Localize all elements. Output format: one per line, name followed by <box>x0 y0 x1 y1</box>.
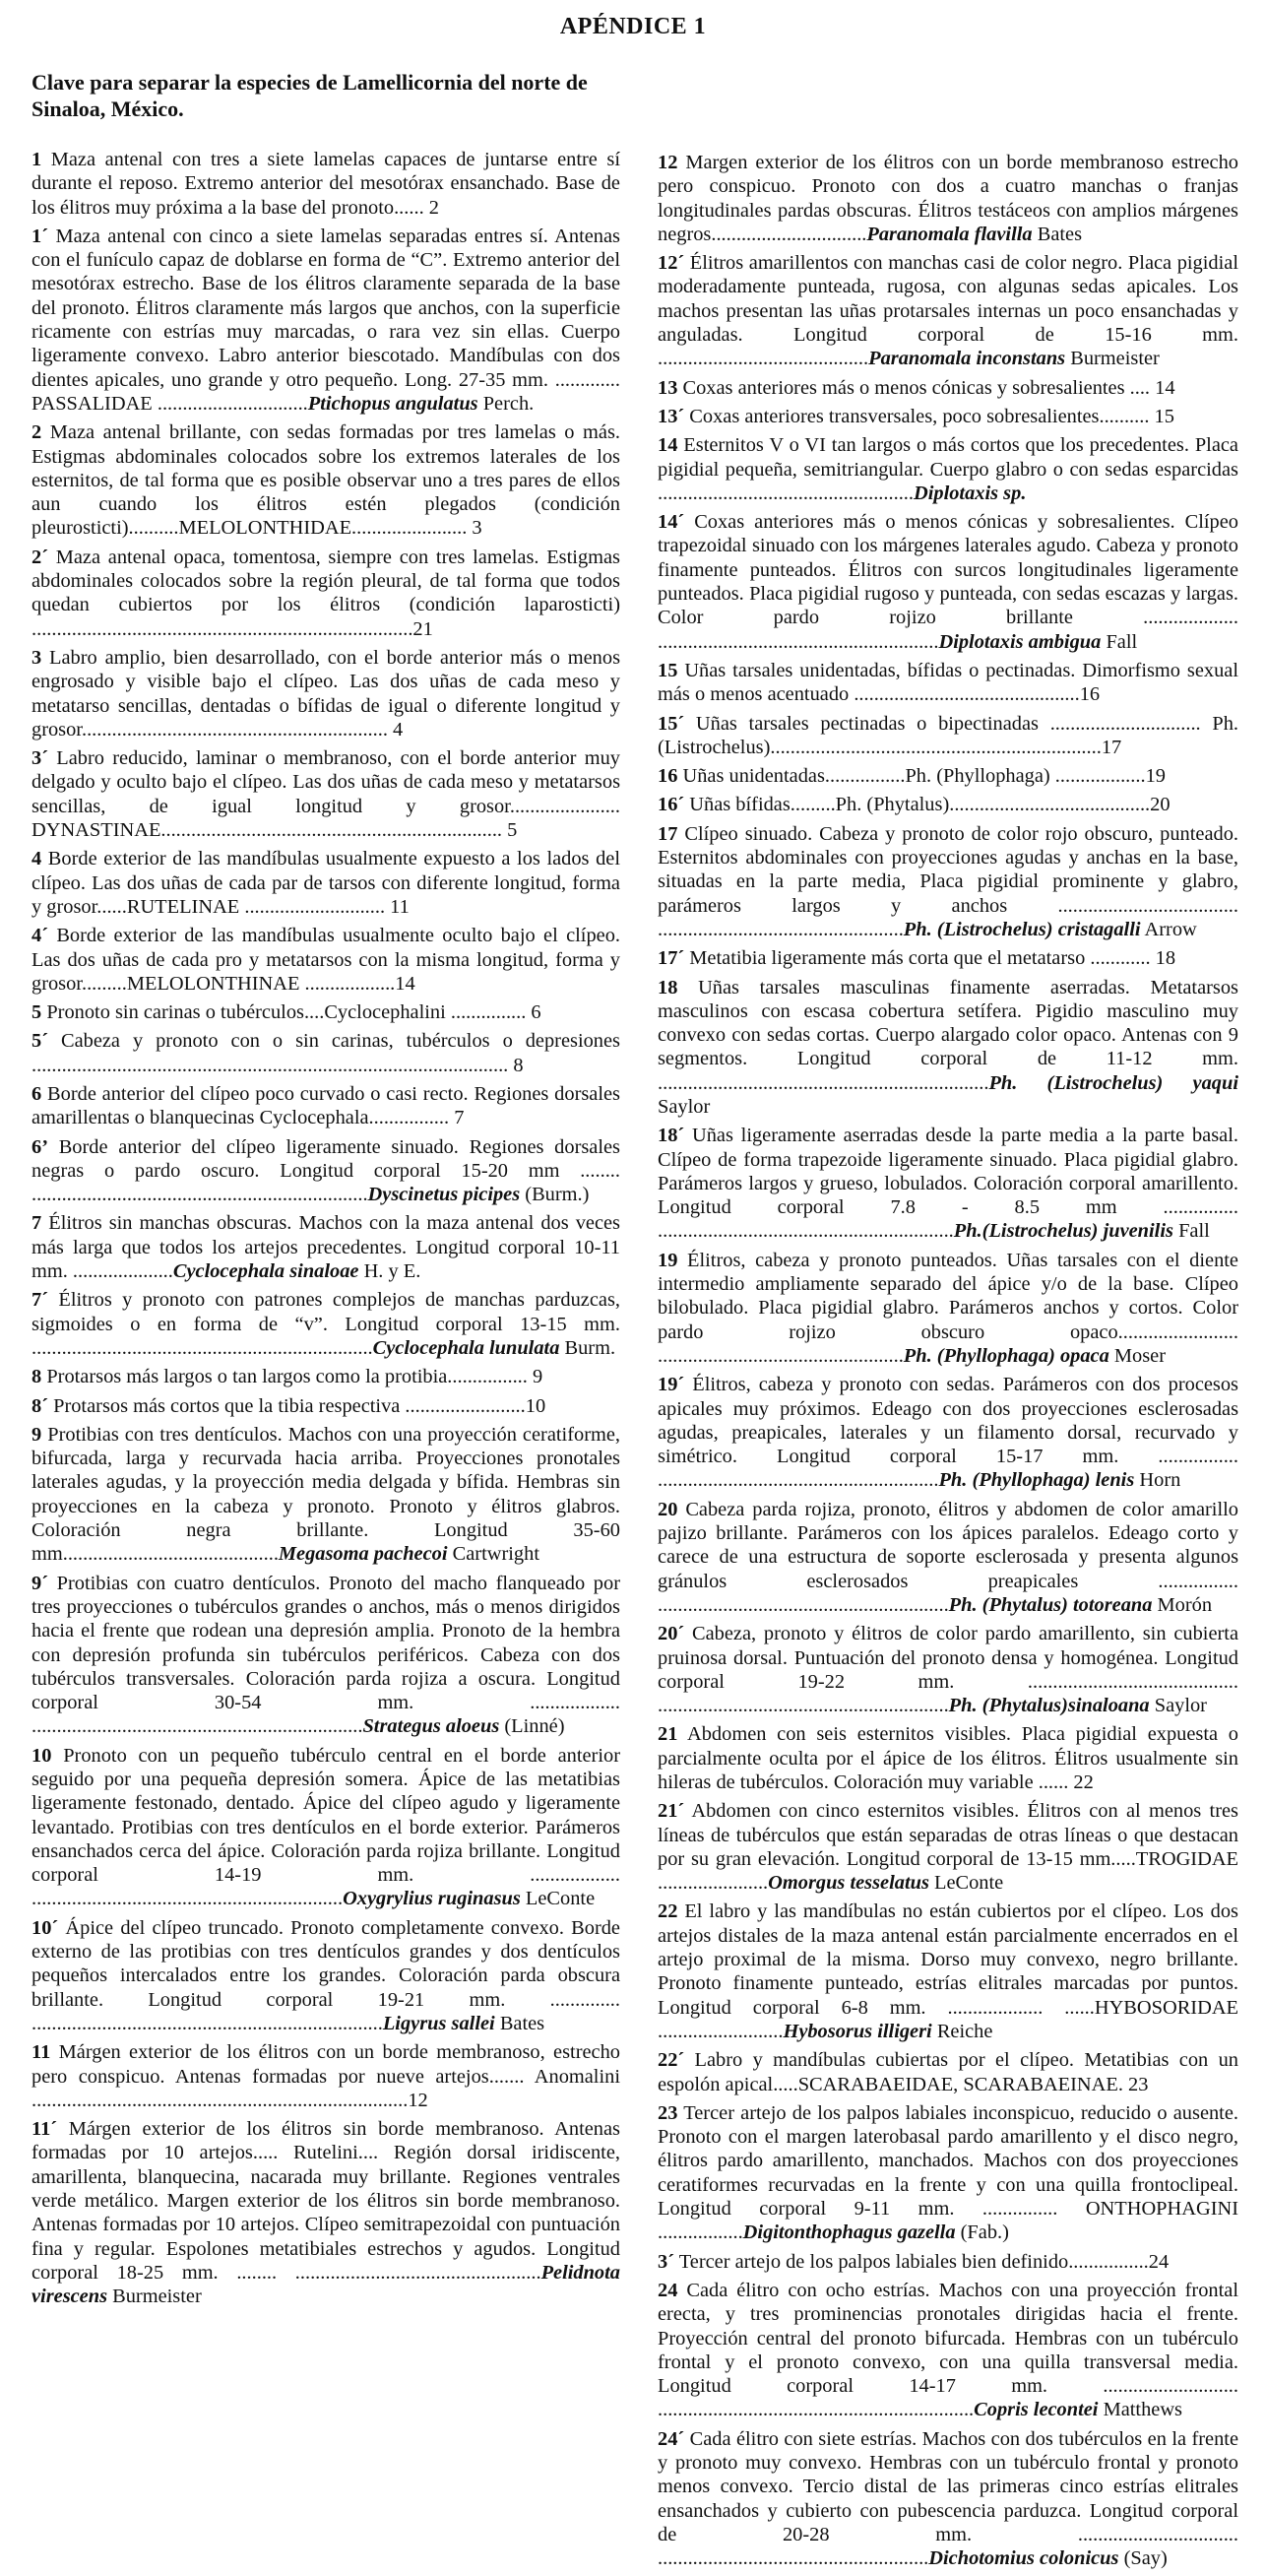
entry-text: Margen exterior de los élitros con un borde membranoso estrecho pero conspicuo. Pronoto con dos a cuatro manchas o franjas longitudinales pardas obscuras. Élitros testáceos con amplios márgenes negros............................... <box>658 152 1238 245</box>
key-entry <box>32 1365 620 1388</box>
entry-number: 15 <box>658 659 678 681</box>
species-name: Dyscinetus picipes <box>367 1184 521 1206</box>
entry-text: Cabeza, pronoto y élitros de color pardo amarillento, sin cubierta pruinosa dorsal. Puntuación del pronoto densa y homogénea. Longitud corporal 19-22 mm. .......................................... .......................................................... <box>658 1623 1239 1717</box>
entry-number: 16´ <box>658 794 685 816</box>
key-entry <box>658 376 1238 400</box>
species-author: LeConte <box>934 1872 1004 1895</box>
entry-text: Maza antenal brillante, con sedas formadas por tres lamelas o más. Estigmas abdominales colocados sobre los extremos laterales de los esternitos, de tal forma que es posible observar uno a tres pares de ellos aun cuando los élitros estén plegados (condición pleurosticti)..........MELOLONTHIDAE....................... 3 <box>32 421 620 540</box>
entry-text: Cabeza parda rojiza, pronoto, élitros y abdomen de color amarillo pajizo brillante. Parámeros con los ápices paralelos. Edeago corto y carece de una estructura de soporte esclerosada y presenta algunos gránulos esclerosados preapicales ................ .......................................................... <box>658 1498 1238 1616</box>
key-entry <box>658 2250 1238 2274</box>
key-entry <box>658 1124 1238 1243</box>
entry-text: Élitros y pronoto con patrones complejos de manchas parduzcas, sigmoides o en forma de “v”. Longitud corporal 13-15 mm. .................................................................... <box>32 1289 620 1359</box>
entry-text: Márgen exterior de los élitros con un borde membranoso, estrecho pero conspicuo. Antenas formadas por nueve artejos....... Anomalini ...........................................................................12 <box>32 2041 620 2111</box>
key-entry <box>32 1135 620 1207</box>
key-entry <box>32 1916 620 2035</box>
key-entry <box>658 251 1238 370</box>
species-name: Copris lecontei <box>974 2399 1099 2421</box>
entry-number: 18´ <box>658 1125 685 1147</box>
species-author: Burmeister <box>1070 348 1160 370</box>
species-name: Cyclocephala sinaloae <box>172 1260 359 1283</box>
key-entry <box>32 1082 620 1130</box>
species-name: Megasoma pachecoi <box>278 1543 448 1566</box>
key-entry <box>32 1029 620 1077</box>
species-name: Paranomala inconstans <box>868 348 1066 370</box>
entry-text: Uñas ligeramente aserradas desde la parte media a la parte basal. Clípeo de forma trapezoide ligeramente sinuado. Placa pigidial glabro. Parámeros largos y grueso, lobulados. Coloración corporal amarillento. Longitud corporal 7.8 - 8.5 mm ............... ........................................................... <box>658 1125 1238 1243</box>
key-entry <box>32 2117 620 2308</box>
entry-number: 12´ <box>658 252 685 275</box>
entry-number: 10´ <box>32 1916 59 1939</box>
species-author: Fall <box>1178 1220 1210 1243</box>
entry-number: 2´ <box>32 546 48 568</box>
species-author: Horn <box>1139 1469 1181 1492</box>
entry-number: 20 <box>658 1498 678 1520</box>
key-entry <box>658 2427 1238 2571</box>
species-name: Oxygrylius ruginasus <box>343 1888 521 1910</box>
entry-text: Cada élitro con ocho estrías. Machos con una proyección frontal erecta, y tres prominencias pronotales dirigidas hacia el frente. Proyección central del pronoto bifurcada. Hembras con un tubérculo frontal y el pronoto convexo, con una quilla transversal media. Longitud corporal 14-17 mm. ........................... ............................................................... <box>658 2279 1238 2421</box>
species-author: Burmeister <box>112 2286 202 2308</box>
key-entry <box>658 793 1238 816</box>
entry-number: 13 <box>658 376 678 399</box>
entry-number: 14 <box>658 434 678 457</box>
entry-number: 17´ <box>658 947 685 970</box>
entry-text: Protibias con cuatro dentículos. Pronoto del macho flanqueado por tres proyecciones o tubérculos grandes o anchos, más o menos dirigidos hacia el frente que rodean una depresión amplia. Pronoto de la hembra con depresión profunda sin tubérculos periféricos. Cabeza con dos tubérculos transversales. Coloración parda rojiza a oscura. Longitud corporal 30-54 mm. .................. .................................................................. <box>32 1572 620 1738</box>
entry-number: 3´ <box>32 747 48 770</box>
entry-number: 21 <box>658 1723 678 1746</box>
entry-number: 13´ <box>658 405 685 427</box>
entry-text: Abdomen con cinco esternitos visibles. Élitros con al menos tres líneas de tubérculos que están separadas de otras líneas o que destacan por su gran elevación. Longitud corporal de 13-15 mm.....TROGIDAE ...................... <box>658 1800 1238 1895</box>
species-name: Ph.(Listrochelus) juvenilis <box>953 1220 1173 1243</box>
species-author: (Fab.) <box>960 2222 1009 2244</box>
key-entry <box>658 1722 1238 1794</box>
species-name: Ph. (Phytalus)sinaloana <box>948 1695 1150 1717</box>
species-author: Bates <box>499 2012 545 2034</box>
entry-number: 8´ <box>32 1394 48 1417</box>
species-author: Perch. <box>482 392 535 415</box>
key-entry <box>658 946 1238 970</box>
entry-number: 18 <box>658 976 678 998</box>
species-author: Moser <box>1113 1344 1167 1367</box>
entry-number: 15´ <box>658 712 685 735</box>
entry-text: Protarsos más largos o tan largos como la protibia................ 9 <box>46 1366 543 1388</box>
key-entry <box>658 151 1238 246</box>
entry-number: 20´ <box>658 1623 685 1645</box>
entry-number: 7 <box>32 1212 42 1235</box>
key-entry <box>658 1622 1238 1717</box>
key-entry <box>32 1288 620 1360</box>
species-author: Reiche <box>936 2020 993 2042</box>
key-entry <box>658 764 1238 788</box>
entry-number: 5 <box>32 1001 42 1024</box>
entry-number: 14´ <box>658 511 685 534</box>
entry-number: 6’ <box>32 1135 48 1158</box>
key-entry <box>32 646 620 741</box>
key-entry <box>658 712 1238 760</box>
key-entry <box>32 1000 620 1024</box>
species-author: Morón <box>1157 1593 1213 1616</box>
species-name: Pelidnota virescens <box>32 2261 620 2308</box>
entry-number: 9´ <box>32 1572 48 1594</box>
entry-text: Uñas bífidas.........Ph. (Phytalus)........................................20 <box>689 794 1171 816</box>
entry-text: Esternitos V o VI tan largos o más cortos que los precedentes. Placa pigidial pequeña, semitriangular. Cuerpo glabro o con sedas esparcidas ................................................... <box>658 434 1238 504</box>
entry-text: Clípeo sinuado. Cabeza y pronoto de color rojo obscuro, punteado. Esternitos abdominales con proyecciones agudas y anchas en la base, situadas en la parte media, Placa pigidial prominente y glabro, parámeros largos y anchos .................................... ................................................. <box>658 822 1238 940</box>
right-column <box>658 151 1238 2576</box>
entry-number: 23 <box>658 2101 678 2124</box>
key-entry <box>658 2279 1238 2422</box>
entry-text: Abdomen con seis esternitos visibles. Placa pigidial expuesta o parcialmente oculta por el ápice de los élitros. Élitros usualmente sin hileras de tubérculos. Coloración muy variable ...... 22 <box>658 1723 1238 1793</box>
entry-text: Maza antenal con tres a siete lamelas capaces de juntarse entre sí durante el reposo. Extremo anterior del mesotórax ensanchado. Base de los élitros muy próxima a la base del pronoto...... 2 <box>32 149 620 219</box>
key-entry <box>658 1249 1238 1368</box>
entry-text: Borde anterior del clípeo ligeramente sinuado. Regiones dorsales negras o pardo oscuro. Longitud corporal 15-20 mm ........ ................................................................... <box>32 1135 620 1206</box>
key-entry <box>658 1900 1238 2043</box>
entry-text: Cada élitro con siete estrías. Machos con dos tubérculos en la frente y pronoto muy convexo. Hembras con un tubérculo frontal y pronoto menos convexo. Tercio distal de las primeras cinco estrías elitrales ensanchados y cubierto con pubescencia parduzca. Longitud corporal de 20-28 mm. ................................ ...................................................... <box>658 2427 1238 2570</box>
species-author: Cartwright <box>452 1543 539 1566</box>
species-author: Saylor <box>1154 1695 1207 1717</box>
species-author: Saylor <box>658 1095 711 1118</box>
entry-text: Élitros sin manchas obscuras. Machos con la maza antenal dos veces más larga que todos los artejos precedentes. Longitud corporal 10-11 mm. .................... <box>32 1212 620 1283</box>
entry-text: Uñas tarsales pectinadas o bipectinadas .............................. Ph. (Listrochelus)..................................................................17 <box>658 712 1238 758</box>
species-name: Ph. (Phytalus) totoreana <box>948 1593 1153 1616</box>
entry-text: Borde anterior del clípeo poco curvado o casi recto. Regiones dorsales amarillentas o blanquecinas Cyclocephala................ 7 <box>32 1082 620 1129</box>
species-author: Fall <box>1106 630 1138 653</box>
species-name: Ptichopus angulatus <box>307 392 478 415</box>
entry-number: 16 <box>658 765 678 788</box>
entry-text: Pronoto sin carinas o tubérculos....Cyclocephalini ............... 6 <box>46 1001 541 1024</box>
entry-number: 11´ <box>32 2118 58 2141</box>
species-name: Digitonthophagus gazella <box>742 2222 956 2244</box>
species-author: H. y E. <box>363 1260 421 1283</box>
key-entry <box>32 1744 620 1911</box>
entry-number: 5´ <box>32 1030 48 1053</box>
key-entry <box>32 924 620 996</box>
entry-number: 19´ <box>658 1374 685 1396</box>
species-name: Ph. (Phyllophaga) opaca <box>903 1344 1109 1367</box>
entry-text: Élitros, cabeza y pronoto con sedas. Parámeros con dos procesos apicales muy próximos. Edeago con dos proyecciones esclerosadas agudas, preapicales, laterales y un filamento dorsal, recurvado y simétrico. Longitud corporal 15-17 mm. ................ ........................................................ <box>658 1374 1238 1492</box>
entry-number: 24 <box>658 2279 678 2301</box>
entry-number: 17 <box>658 822 678 845</box>
key-entry <box>658 1799 1238 1895</box>
entry-text: Uñas tarsales masculinas finamente aserradas. Metatarsos masculinos con escasa cobertura setífera. Pigidio masculino muy convexo con sedas cortas. Cuerpo alargado color opaco. Antenas con 9 segmentos. Longitud corporal de 11-12 mm. .................................................................. <box>658 976 1238 1094</box>
entry-number: 12 <box>658 152 678 173</box>
key-entry <box>32 148 620 220</box>
entry-number: 7´ <box>32 1289 48 1312</box>
species-name: Strategus aloeus <box>362 1715 500 1738</box>
species-name: Paranomala flavilla <box>866 223 1033 245</box>
species-author: LeConte <box>525 1888 596 1910</box>
entry-number: 24´ <box>658 2427 685 2450</box>
entry-text: Borde exterior de las mandíbulas usualmente expuesto a los lados del clípeo. Las dos uñas de cada par de tarsos con diferente longitud, forma y grosor......RUTELINAE ............................ 11 <box>32 848 620 918</box>
species-author: (Burm.) <box>525 1184 590 1206</box>
entry-number: 10 <box>32 1744 52 1767</box>
species-name: Ph. (Phyllophaga) lenis <box>938 1469 1135 1492</box>
key-entry <box>658 1373 1238 1492</box>
entry-text: Metatibia ligeramente más corta que el metatarso ............ 18 <box>689 947 1176 970</box>
key-entry <box>658 1498 1238 1617</box>
entry-number: 4 <box>32 848 42 870</box>
species-name: Ligyrus sallei <box>382 2012 495 2034</box>
appendix-title: APÉNDICE 1 <box>559 14 707 39</box>
left-column <box>32 148 620 2314</box>
entry-text: Tercer artejo de los palpos labiales inconspicuo, reducido o ausente. Pronoto con el margen laterobasal pardo amarillento y el disco negro, élitros pardo amarillento, manchados. Machos con dos proyecciones ceratiformes recurvadas en la frente y con una quilla frontoclipeal. Longitud corporal 9-11 mm. ............... ONTHOPHAGINI ................. <box>658 2101 1238 2244</box>
entry-text: Protibias con tres dentículos. Machos con una proyección ceratiforme, bifurcada, larga y recurvada hacia arriba. Proyecciones pronotales laterales agudas, y la proyección media delgada y bífida. Hembras sin proyecciones en la cabeza y pronoto. Pronoto y élitros glabros. Coloración negra brillante. Longitud 35-60 mm........................................... <box>32 1423 620 1566</box>
entry-text: Élitros, cabeza y pronoto punteados. Uñas tarsales con el diente intermedio ampliamente separado del ápice y/o de la base. Clípeo bilobulado. Placa pigidial glabro. Parámeros anchos y cortos. Color pardo rojizo obscuro opaco........................ ................................................. <box>658 1249 1238 1367</box>
species-name: Diplotaxis sp. <box>913 482 1027 504</box>
entry-text: Uñas unidentadas................Ph. (Phyllophaga) ..................19 <box>682 765 1166 788</box>
entry-text: Labro reducido, laminar o membranoso, con el borde anterior muy delgado y oculto bajo el clípeo. Las dos uñas de cada meso y metatarsos sencillas, de igual longitud y grosor...................... DYNASTINAE.................................................................... 5 <box>32 747 620 842</box>
entry-text: Protarsos más cortos que la tibia respectiva ........................10 <box>53 1394 546 1417</box>
entry-number: 19 <box>658 1249 678 1271</box>
species-author: (Say) <box>1123 2547 1168 2570</box>
species-author: Matthews <box>1103 2399 1182 2421</box>
species-name: Omorgus tesselatus <box>768 1872 929 1895</box>
species-author: (Linné) <box>504 1715 565 1738</box>
key-entry <box>32 546 620 641</box>
key-entry <box>32 1423 620 1567</box>
species-author: Burm. <box>564 1336 616 1359</box>
entry-text: Coxas anteriores más o menos cónicas y sobresalientes .... 14 <box>682 376 1175 399</box>
entry-text: Coxas anteriores más o menos cónicas y sobresalientes. Clípeo trapezoidal sinuado con los márgenes laterales agudo. Cabeza y pronoto finamente punteados. Élitros con surcos longitudinales ligeramente punteados. Placa pigidial rugoso y punteada, con sedas escazas y largas. Color pardo rojizo brillante ................... ........................................................ <box>658 511 1238 653</box>
key-entry <box>32 1572 620 1739</box>
key-entry <box>658 433 1238 505</box>
species-name: Cyclocephala lunulata <box>372 1336 560 1359</box>
key-entry <box>32 2040 620 2112</box>
entry-text: Tercer artejo de los palpos labiales bien definido................24 <box>678 2250 1170 2273</box>
entry-text: Labro amplio, bien desarrollado, con el borde anterior más o menos engrosado y visible bajo el clípeo. Las dos uñas de cada meso y metatarso sencillas, dentadas o bífidas de igual o diferente longitud y grosor............................................................. 4 <box>32 646 621 741</box>
key-entry <box>658 405 1238 428</box>
entry-number: 22 <box>658 1900 678 1923</box>
entry-text: Maza antenal con cinco a siete lamelas separadas entres sí. Antenas con el funículo capaz de doblarse en forma de “C”. Extremo anterior del mesotórax estrecho. Base de los élitros claramente separada de la base del pronoto. Élitros claramente más largos que anchos, con la superficie ricamente con estrías muy marcadas, o rara vez sin ellas. Cuerpo ligeramente convexo. Labro anterior biescotado. Mandíbulas con dos dientes apicales, uno grande y otro pequeño. Long. 27-35 mm. ............. PASSALIDAE .............................. <box>32 225 620 415</box>
key-entry <box>658 659 1238 707</box>
key-entry <box>32 225 620 416</box>
entry-number: 6 <box>32 1082 42 1105</box>
entry-number: 1´ <box>32 225 48 247</box>
entry-number: 3 <box>32 646 42 669</box>
entry-text: Élitros amarillentos con manchas casi de color negro. Placa pigidial moderadamente punteada, rugosa, con algunas sedas apicales. Los machos presentan las uñas protarsales internas un poco ensanchadas y anguladas. Longitud corporal de 15-16 mm. .......................................... <box>658 252 1238 370</box>
entry-number: 1 <box>32 149 42 170</box>
key-entry <box>32 420 620 540</box>
entry-number: 8 <box>32 1366 42 1388</box>
key-entry <box>32 1394 620 1418</box>
key-entry <box>32 847 620 919</box>
key-entry <box>658 2101 1238 2245</box>
entry-number: 2 <box>32 421 42 444</box>
key-entry <box>658 976 1238 1120</box>
species-name: Diplotaxis ambigua <box>938 630 1102 653</box>
entry-number: 22´ <box>658 2049 685 2072</box>
entry-text: Ápice del clípeo truncado. Pronoto completamente convexo. Borde externo de las protibias con tres dentículos grandes y dos dentículos pequeños intercalados entre los grandes. Coloración parda obscura brillante. Longitud corporal 19-21 mm. .............. ...................................................................... <box>32 1916 620 2034</box>
entry-text: Labro y mandíbulas cubiertas por el clípeo. Metatibias con un espolón apical.....SCARABAEIDAE, SCARABAEINAE. 23 <box>658 2049 1238 2095</box>
entry-text: Uñas tarsales unidentadas, bífidas o pectinadas. Dimorfismo sexual más o menos acentuado .............................................16 <box>658 659 1238 706</box>
entry-text: Cabeza y pronoto con o sin carinas, tubérculos o depresiones ............................................................................................... 8 <box>32 1030 620 1076</box>
key-entry <box>658 822 1238 941</box>
species-name: Dichotomius colonicus <box>928 2547 1119 2570</box>
species-name: Ph. (Listrochelus) yaqui <box>988 1071 1238 1094</box>
entry-number: 3´ <box>658 2250 674 2273</box>
entry-text: Pronoto con un pequeño tubérculo central en el borde anterior seguido por una pequeña depresión somera. Ápice de las metatibias ligeramente festonado, dentado. Ápice del clípeo agudo y ligeramente levantado. Protibias con tres dentículos en el borde exterior. Parámeros ensanchados cerca del ápice. Coloración parda rojiza brillante. Longitud corporal 14-19 mm. .................. .............................................................. <box>32 1744 620 1910</box>
key-entry <box>32 746 620 842</box>
entry-number: 11 <box>32 2041 51 2064</box>
species-name: Hybosorus illigeri <box>783 2020 932 2042</box>
species-author: Bates <box>1037 223 1083 245</box>
key-subtitle: Clave para separar la especies de Lamellicornia del norte de Sinaloa, México. <box>32 70 588 121</box>
entry-text: Márgen exterior de los élitros sin borde membranoso. Antenas formadas por 10 artejos..... Rutelini.... Región dorsal iridiscente, amarillenta, blanquecina, nacarada muy brillante. Regiones ventrales verde metálico. Margen exterior de los élitros sin borde membranoso. Antenas formadas por 10 artejos. Clípeo semitrapezoidal con puntuación fina y regular. Espolones metatibiales estrechos y agudos. Longitud corporal 18-25 mm. ........ ................................................. <box>32 2118 620 2284</box>
key-entry <box>32 1211 620 1283</box>
key-entry <box>658 510 1238 654</box>
species-name: Ph. (Listrochelus) cristagalli <box>903 918 1141 940</box>
species-author: Arrow <box>1144 918 1197 940</box>
key-entry <box>658 2048 1238 2096</box>
entry-number: 9 <box>32 1423 42 1446</box>
entry-text: Maza antenal opaca, tomentosa, siempre con tres lamelas. Estigmas abdominales colocados sobre la región pleural, de tal forma que todos quedan cubiertos por los élitros (condición laparosticti) ............................................................................21 <box>32 546 620 640</box>
entry-number: 21´ <box>658 1800 685 1823</box>
entry-text: Borde exterior de las mandíbulas usualmente oculto bajo el clípeo. Las dos uñas de cada pro y metatarsos con la misma longitud, forma y grosor.........MELOLONTHINAE ..................14 <box>32 925 620 995</box>
entry-text: El labro y las mandíbulas no están cubiertos por el clípeo. Los dos artejos distales de la maza antenal están parcialmente encerrados en el artejo proximal de la misma. Dorso muy convexo, negro brillante. Pronoto finamente punteado, estrías elitrales marcadas por puntos. Longitud corporal 6-8 mm. ................... ......HYBOSORIDAE ......................... <box>658 1900 1238 2042</box>
entry-number: 4´ <box>32 925 48 947</box>
entry-text: Coxas anteriores transversales, poco sobresalientes.......... 15 <box>689 405 1174 427</box>
